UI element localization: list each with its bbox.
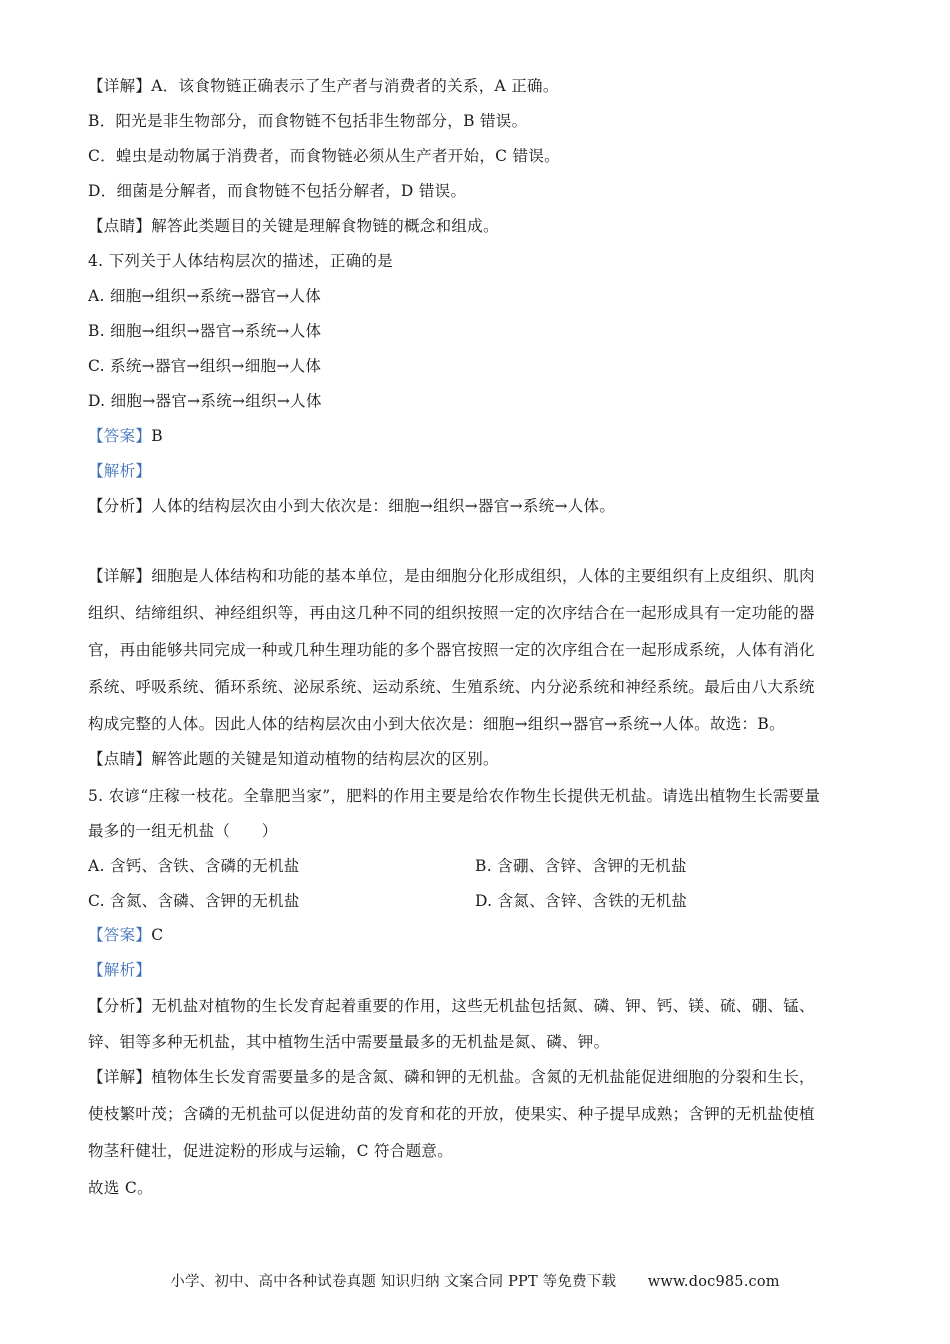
answer-tag: 【答案】 bbox=[88, 926, 152, 944]
footer-text: 小学、初中、高中各种试卷真题 知识归纳 文案合同 PPT 等免费下载 bbox=[170, 1274, 617, 1290]
q5-option-a: A. 含钙、含铁、含磷的无机盐 bbox=[88, 857, 300, 875]
q3-detail-d: D．细菌是分解者，而食物链不包括分解者，D 错误。 bbox=[88, 182, 467, 200]
q4-detail-line-5: 构成完整的人体。因此人体的结构层次由小到大依次是：细胞→组织→器官→系统→人体。故选：B。 bbox=[88, 715, 785, 733]
q3-detail-b: B．阳光是非生物部分，而食物链不包括非生物部分，B 错误。 bbox=[88, 112, 528, 130]
q5-options-row-1 bbox=[88, 856, 868, 876]
q5-option-c: C. 含氮、含磷、含钾的无机盐 bbox=[88, 892, 300, 910]
q4-comment: 【点睛】解答此题的关键是知道动植物的结构层次的区别。 bbox=[88, 750, 499, 768]
q3-detail-c: C．蝗虫是动物属于消费者，而食物链必须从生产者开始，C 错误。 bbox=[88, 147, 560, 165]
q4-question: 4. 下列关于人体结构层次的描述，正确的是 bbox=[88, 252, 394, 270]
q5-options-row-2 bbox=[88, 891, 868, 911]
q4-detail-line-1: 【详解】细胞是人体结构和功能的基本单位，是由细胞分化形成组织，人体的主要组织有上皮组织、肌肉 bbox=[88, 567, 815, 585]
answer-tag: 【答案】 bbox=[88, 427, 152, 445]
q5-question-line-1: 5. 农谚“庄稼一枝花。全靠肥当家”，肥料的作用主要是给农作物生长提供无机盐。请选出植物生长需要量 bbox=[88, 787, 821, 805]
q5-analysis-line-1: 【分析】无机盐对植物的生长发育起着重要的作用，这些无机盐包括氮、磷、钾、钙、镁、硫、硼、锰、 bbox=[88, 997, 815, 1015]
q4-option-c: C. 系统→器官→组织→细胞→人体 bbox=[88, 357, 322, 375]
q5-analysis-line-2: 锌、钼等多种无机盐，其中植物生活中需要量最多的无机盐是氮、磷、钾。 bbox=[88, 1033, 610, 1051]
q4-option-b: B. 细胞→组织→器官→系统→人体 bbox=[88, 322, 322, 340]
q4-detail-line-4: 系统、呼吸系统、循环系统、泌尿系统、运动系统、生殖系统、内分泌系统和神经系统。最后由八大系统 bbox=[88, 678, 815, 696]
q5-question-line-2: 最多的一组无机盐（ ） bbox=[88, 822, 278, 840]
page-footer bbox=[0, 1270, 950, 1291]
q4-analysis: 【分析】人体的结构层次由小到大依次是：细胞→组织→器官→系统→人体。 bbox=[88, 497, 616, 515]
q3-detail-a: 【详解】A．该食物链正确表示了生产者与消费者的关系，A 正确。 bbox=[88, 77, 559, 95]
q5-detail-line-1: 【详解】植物体生长发育需要量多的是含氮、磷和钾的无机盐。含氮的无机盐能促进细胞的分裂和生长， bbox=[88, 1068, 815, 1086]
q4-analysis-tag: 【解析】 bbox=[88, 462, 152, 480]
q3-comment: 【点睛】解答此类题目的关键是理解食物链的概念和组成。 bbox=[88, 217, 499, 235]
q5-answer: 【答案】C bbox=[88, 926, 164, 944]
q4-answer: 【答案】B bbox=[88, 427, 163, 445]
q5-option-d: D. 含氮、含锌、含铁的无机盐 bbox=[475, 892, 688, 910]
q5-analysis-tag: 【解析】 bbox=[88, 961, 152, 979]
q4-detail-line-2: 组织、结缔组织、神经组织等，再由这几种不同的组织按照一定的次序结合在一起形成具有一定功能的器 bbox=[88, 604, 815, 622]
footer-url[interactable]: www.doc985.com bbox=[647, 1274, 780, 1290]
q4-detail-line-3: 官，再由能够共同完成一种或几种生理功能的多个器官按照一定的次序组合在一起形成系统，人体有消化 bbox=[88, 641, 815, 659]
q5-option-b: B. 含硼、含锌、含钾的无机盐 bbox=[475, 857, 687, 875]
q5-detail-line-2: 使枝繁叶茂；含磷的无机盐可以促进幼苗的发育和花的开放，使果实、种子提早成熟；含钾的无机盐使植 bbox=[88, 1105, 815, 1123]
q4-option-d: D. 细胞→器官→系统→组织→人体 bbox=[88, 392, 322, 410]
q5-detail-line-3: 物茎秆健壮，促进淀粉的形成与运输，C 符合题意。 bbox=[88, 1142, 453, 1160]
q5-conclusion: 故选 C。 bbox=[88, 1179, 153, 1197]
q4-option-a: A. 细胞→组织→系统→器官→人体 bbox=[88, 287, 322, 305]
